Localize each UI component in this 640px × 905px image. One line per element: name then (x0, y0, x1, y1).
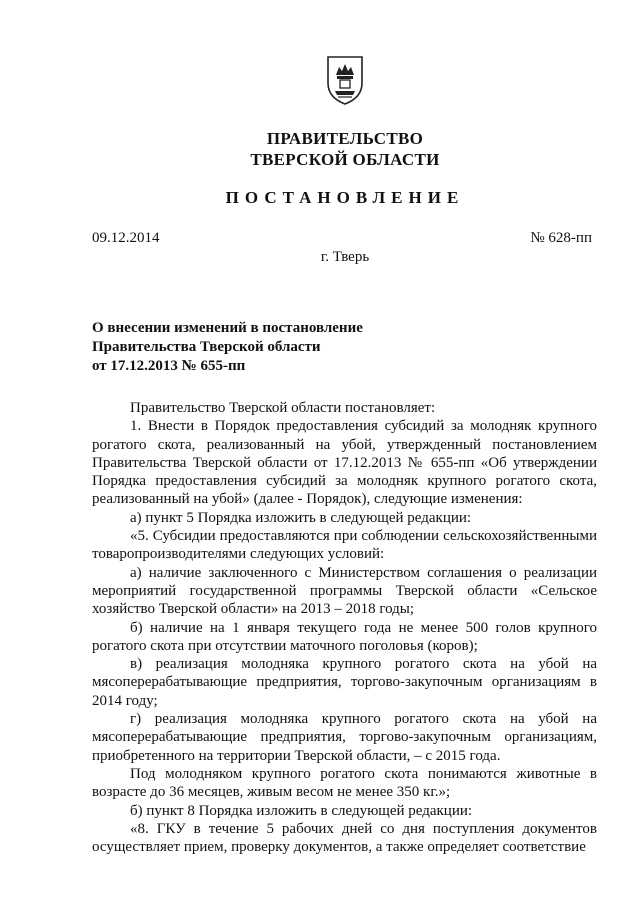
subject-line: О внесении изменений в постановление (92, 320, 363, 336)
body-paragraph: Правительство Тверской области постановляет: (130, 400, 436, 416)
body-paragraph: а) пункт 5 Порядка изложить в следующей редакции: (130, 509, 472, 526)
body-paragraph: «8. ГКУ в течение 5 рабочих дней со дня поступления документов осуществляет прием, проверку документов, а также определяет соответствие (92, 820, 597, 856)
document-city: г. Тверь (320, 249, 370, 265)
government-name-line2: ТВЕРСКОЙ ОБЛАСТИ (250, 150, 440, 169)
body-paragraph: Под молодняком крупного рогатого скота понимаются животные в возрасте до 36 месяцев, живым весом не менее 350 кг.»; (92, 765, 597, 801)
body-paragraph: 1. Внести в Порядок предоставления субсидий за молодняк крупного рогатого скота, реализованный на убой, утвержденный постановлением Правительства Тверской области от 17.12.2013 № 655-пп «Об утверждении Порядка предоставления субсидий за молодняк крупного рогатого скота, реализованный на убой» (далее - Порядок), следующие изменения: (92, 418, 597, 508)
document-number: № 628-пп (530, 230, 592, 246)
subject-line: от 17.12.2013 № 655-пп (92, 358, 246, 374)
document-body (92, 399, 597, 856)
tver-coat-of-arms-icon (326, 55, 364, 105)
body-paragraph: в) реализация молодняка крупного рогатого скота на убой на мясоперерабатывающие предприятия, торгово-закупочным организациям в 2014 году; (92, 656, 597, 709)
document-date: 09.12.2014 (92, 230, 160, 246)
document-type-heading: ПОСТАНОВЛЕНИЕ (225, 188, 465, 207)
body-paragraph: «5. Субсидии предоставляются при соблюдении сельскохозяйственными товаропроизводителями следующих условий: (92, 528, 597, 563)
body-paragraph: г) реализация молодняка крупного рогатого скота на убой на мясоперерабатывающие предприятия, торгово-закупочным организациям, приобретенного на территории Тверской области, – с 2015 года. (92, 711, 597, 764)
body-paragraph: б) наличие на 1 января текущего года не менее 500 голов крупного рогатого скота при отсутствии маточного поголовья (коров); (92, 619, 597, 654)
subject-line: Правительства Тверской области (92, 339, 321, 355)
body-paragraph: б) пункт 8 Порядка изложить в следующей редакции: (130, 802, 473, 819)
government-name-line1: ПРАВИТЕЛЬСТВО (266, 129, 424, 148)
body-paragraph: а) наличие заключенного с Министерством соглашения о реализации мероприятий государственной программы Тверской области «Сельское хозяйство Тверской области» на 2013 – 2018 годы; (92, 564, 597, 618)
document-subject (92, 319, 492, 376)
